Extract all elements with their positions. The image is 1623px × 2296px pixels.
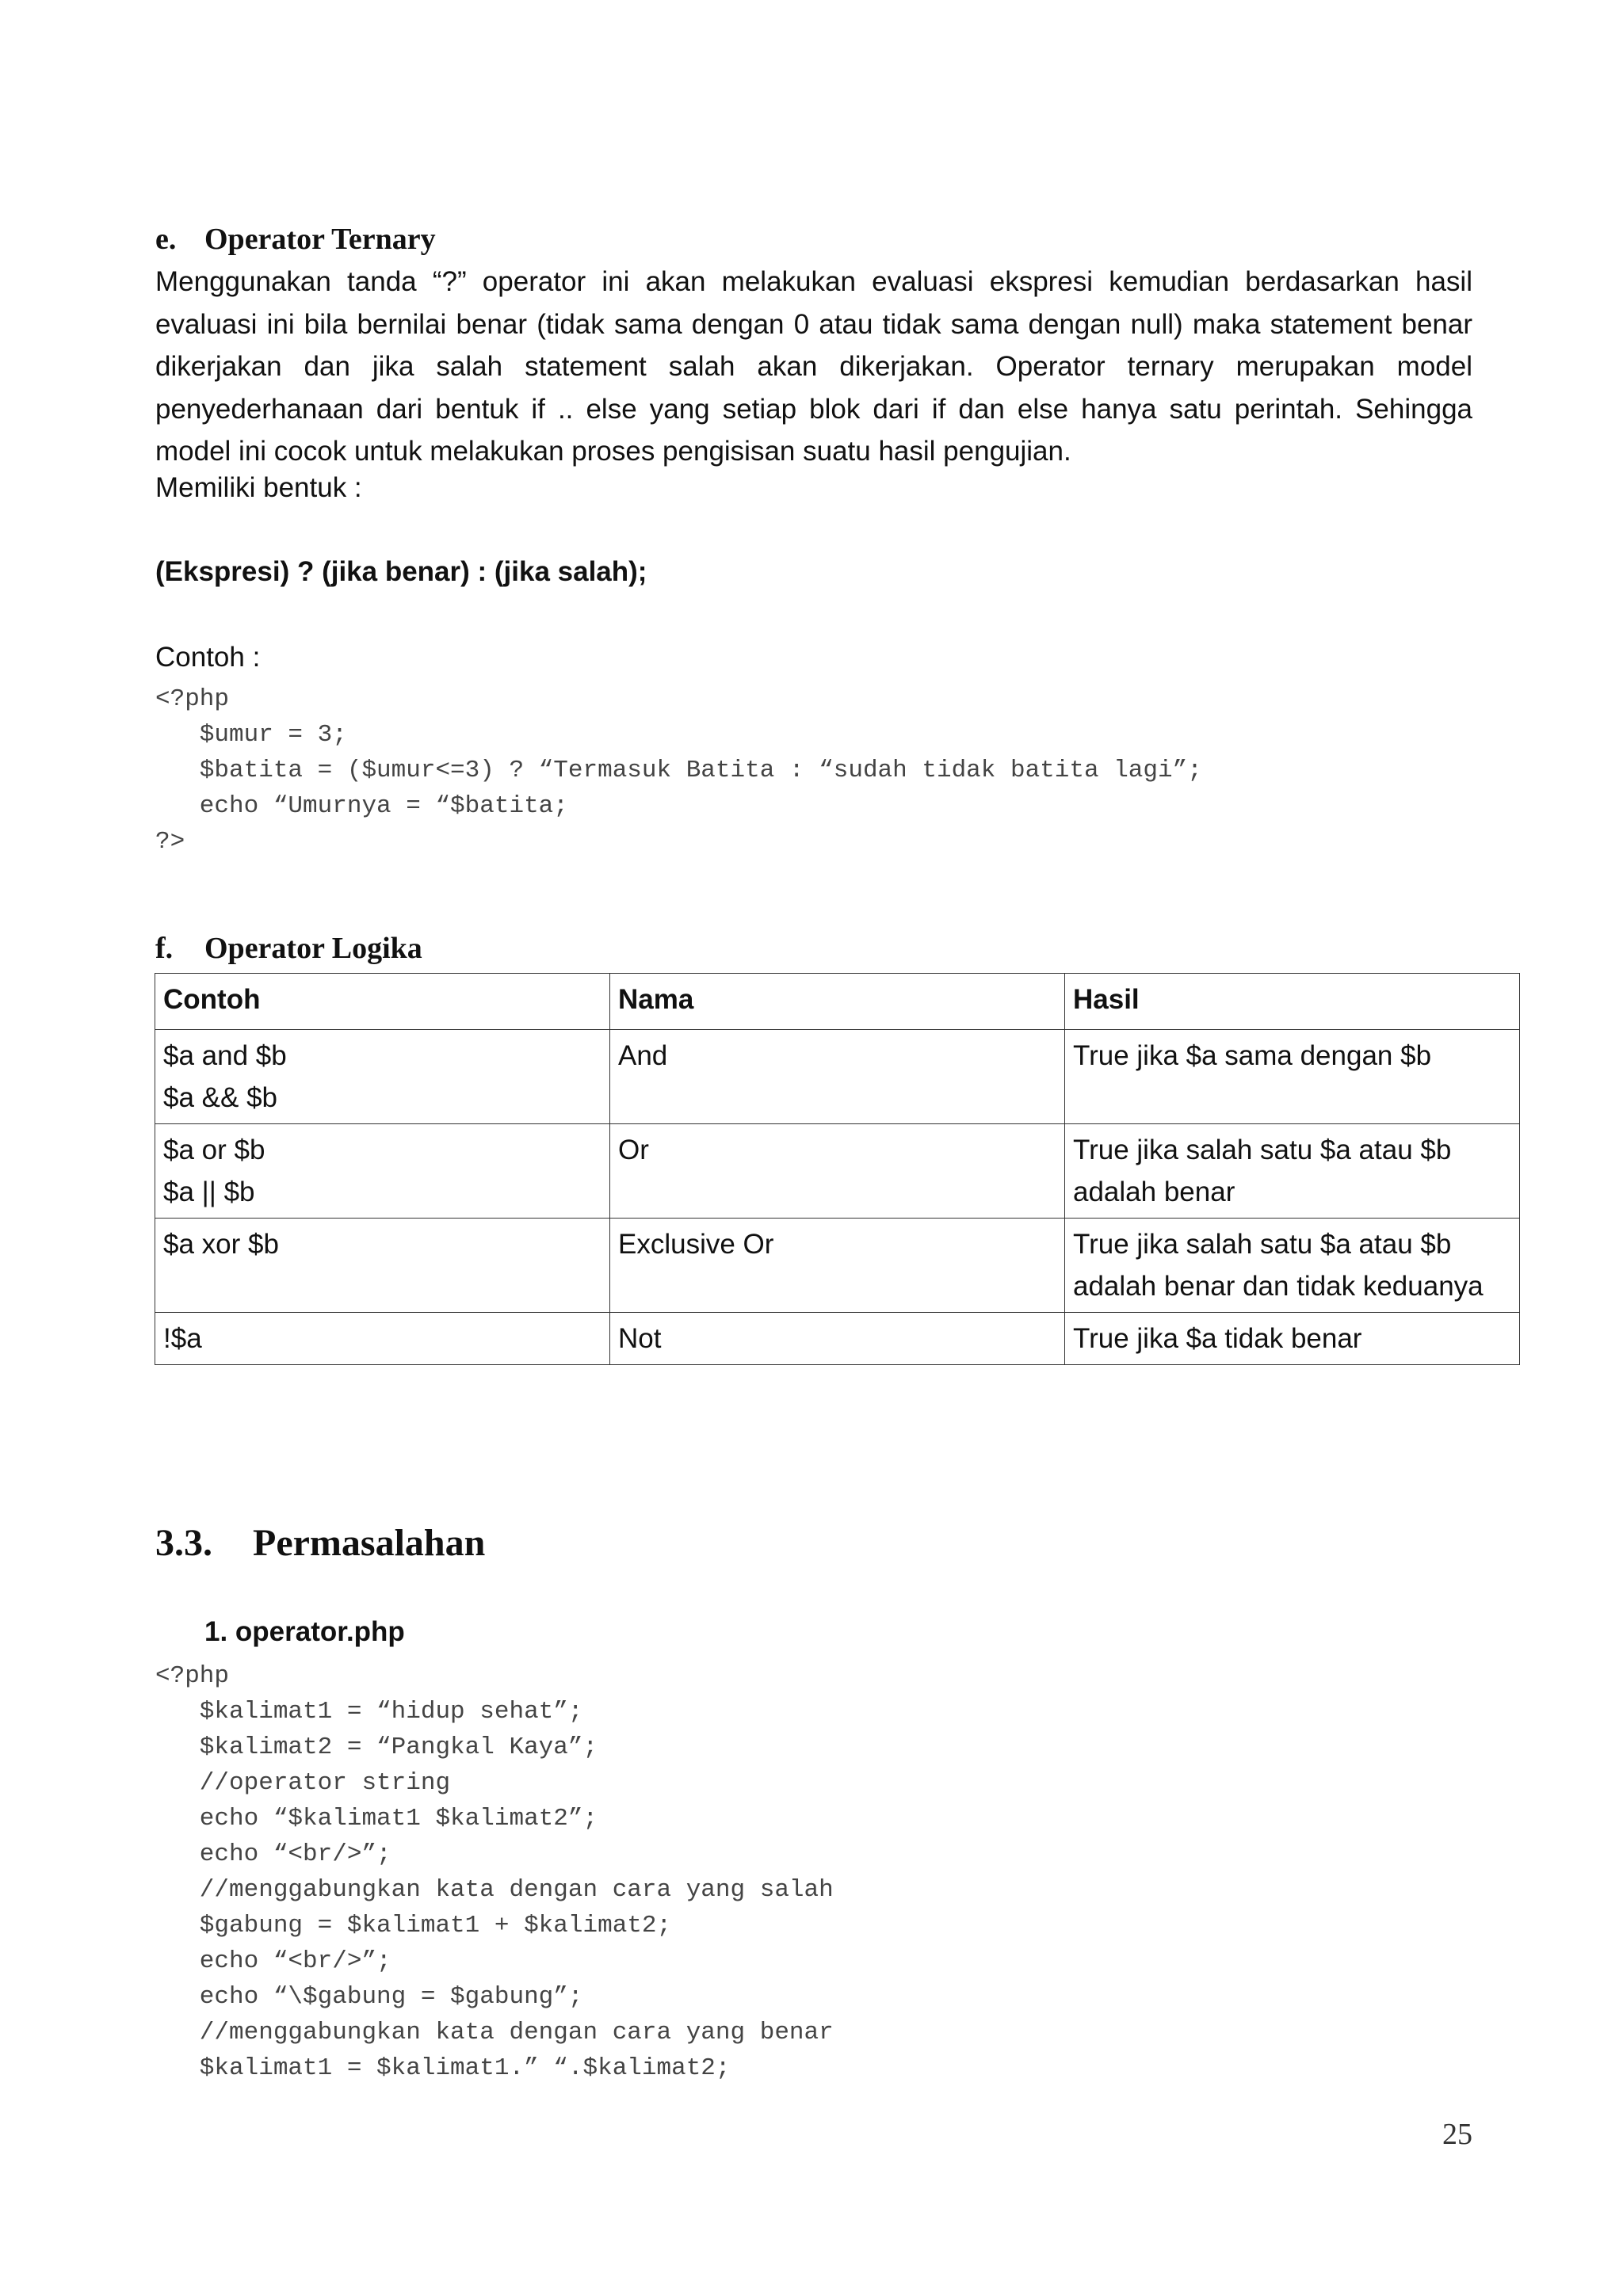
cell-contoh: $a xor $b <box>155 1219 610 1313</box>
cell-contoh: $a or $b $a || $b <box>155 1124 610 1219</box>
table-header-row <box>155 974 1520 1030</box>
section-heading-permasalahan: 3.3. Permasalahan <box>155 1522 486 1564</box>
cell-contoh: $a and $b $a && $b <box>155 1030 610 1124</box>
cell-nama: Or <box>610 1124 1065 1219</box>
logic-operator-table <box>155 973 1520 1365</box>
table-row <box>155 1030 1520 1124</box>
table-row <box>155 1313 1520 1365</box>
example-label: Contoh : <box>155 642 261 673</box>
table-header-nama: Nama <box>610 974 1065 1030</box>
problem-item-label: 1. operator.php <box>204 1616 405 1647</box>
ternary-code-example: <?php $umur = 3; $batita = ($umur<=3) ? “Termasuk Batita : “sudah tidak batita lagi”; echo “Umurnya = “$batita; ?> <box>155 685 1202 856</box>
heading-operator-logika: f. Operator Logika <box>155 932 422 965</box>
cell-hasil: True jika salah satu $a atau $b adalah benar <box>1065 1124 1520 1219</box>
cell-contoh: !$a <box>155 1313 610 1365</box>
ternary-description: Menggunakan tanda “?” operator ini akan melakukan evaluasi ekspresi kemudian berdasarkan hasil evaluasi ini bila bernilai benar (tidak sama dengan 0 atau tidak sama dengan null) maka statement benar dikerjakan dan jika salah statement salah akan dikerjakan. Operator ternary merupakan model penyederhanaan dari bentuk if .. else yang setiap blok dari if dan else hanya satu perintah. Sehingga model ini cocok untuk melakukan proses pengisisan suatu hasil pengujian. <box>155 266 1472 467</box>
operator-php-code: <?php $kalimat1 = “hidup sehat”; $kalimat2 = “Pangkal Kaya”; //operator string echo “$kalimat1 $kalimat2”; echo “<br/>”; //menggabungkan kata dengan cara yang salah $gabung = $kalimat1 + $kalimat2; echo “<br/>”; echo “\$gabung = $gabung”; //menggabungkan kata dengan cara yang benar $kalimat1 = $kalimat1.” “.$kalimat2; <box>155 1662 834 2082</box>
table-row <box>155 1124 1520 1219</box>
ternary-syntax: (Ekspresi) ? (jika benar) : (jika salah); <box>155 556 647 587</box>
cell-nama: Not <box>610 1313 1065 1365</box>
cell-hasil: True jika $a tidak benar <box>1065 1313 1520 1365</box>
form-label: Memiliki bentuk : <box>155 472 362 503</box>
cell-hasil: True jika salah satu $a atau $b adalah benar dan tidak keduanya <box>1065 1219 1520 1313</box>
cell-nama: And <box>610 1030 1065 1124</box>
page-number: 25 <box>1442 2118 1472 2151</box>
table-row <box>155 1219 1520 1313</box>
cell-nama: Exclusive Or <box>610 1219 1065 1313</box>
cell-hasil: True jika $a sama dengan $b <box>1065 1030 1520 1124</box>
table-header-contoh: Contoh <box>155 974 610 1030</box>
table-header-hasil: Hasil <box>1065 974 1520 1030</box>
heading-operator-ternary: e. Operator Ternary <box>155 223 436 256</box>
